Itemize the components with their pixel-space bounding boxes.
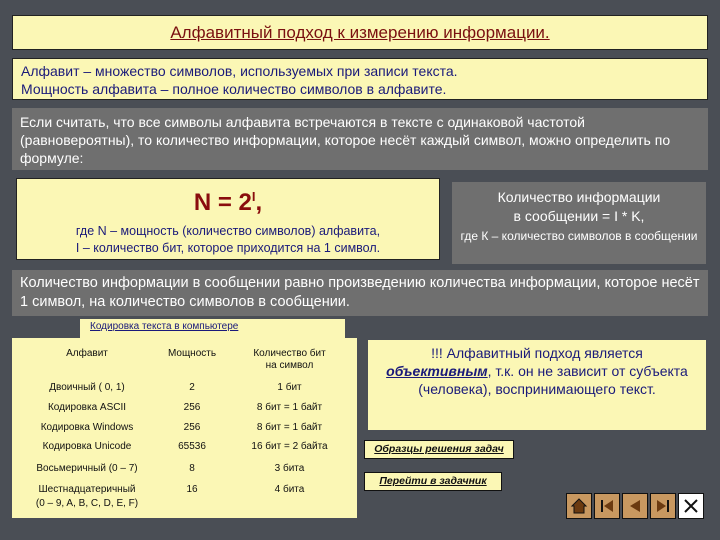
product-panel: Количество информации в сообщении равно произведению количества информации, которое несёт 1 символ, на количество символов в сообщении.: [12, 270, 708, 316]
table-cell: Кодировка Unicode: [42, 441, 132, 452]
formula-text: $N = 2^I$,: [193, 189, 263, 216]
table-cell: Кодировка Windows: [40, 422, 134, 433]
table-cell: 3 бита: [274, 463, 305, 474]
formula-panel: [16, 178, 440, 260]
table-header: Алфавит: [66, 348, 108, 359]
formula-note-2: I – количество бит, которое приходится на 1 символ.: [75, 241, 381, 255]
skip-forward-icon: [654, 497, 672, 515]
table-header: Мощность: [167, 348, 217, 359]
examples-link-button[interactable]: Образцы решения задач: [364, 440, 514, 459]
table-cell: 16: [186, 484, 198, 495]
table-cell: Кодировка ASCII: [47, 402, 127, 413]
equiprobable-panel: Если считать, что все символы алфавита встречаются в тексте с одинаковой частотой (равновероятны), то количество информации, которое несёт каждый символ, можно определить по формуле:: [12, 108, 708, 170]
table-cell: 4 бита: [274, 484, 305, 495]
table-cell: Восьмеричный (0 – 7): [36, 463, 138, 474]
table-header: Количество бит на символ: [253, 348, 326, 371]
table-cell: Двоичный ( 0, 1): [49, 382, 125, 393]
table-cell: 65536: [178, 441, 206, 452]
table-cell: 8: [189, 463, 195, 474]
last-slide-button[interactable]: [650, 493, 676, 519]
table-cell-note: (0 – 9, A, B, C, D, E, F): [35, 498, 139, 509]
first-slide-button[interactable]: [594, 493, 620, 519]
table-cell: 2: [189, 382, 195, 393]
formula-note-1: где N – мощность (количество символов) алфавита,: [75, 224, 381, 238]
table-cell: 8 бит = 1 байт: [256, 422, 323, 433]
prev-slide-button[interactable]: [622, 493, 648, 519]
slide-title: Алфавитный подход к измерению информации.: [12, 15, 708, 50]
table-cell: 16 бит = 2 байта: [251, 441, 328, 452]
table-caption: Кодировка текста в компьютере: [80, 319, 345, 339]
table-cell: 1 бит: [277, 382, 302, 393]
definitions-panel: [12, 58, 708, 100]
info-note: где К – количество символов в сообщении: [460, 229, 698, 243]
close-button[interactable]: [678, 493, 704, 519]
definition-alphabet: Алфавит – множество символов, используемых при записи текста.: [21, 63, 458, 79]
table-cell: 256: [183, 422, 201, 433]
close-icon: [682, 497, 700, 515]
table-cell: 256: [183, 402, 201, 413]
info-title-2: в сообщении = I * K,: [513, 208, 645, 224]
table-cell: 8 бит = 1 байт: [256, 402, 323, 413]
objective-note: !!! Алфавитный подход является объективным, т.к. он не зависит от субъекта (человека), воспринимающего текст.: [368, 340, 706, 430]
skip-back-icon: [598, 497, 616, 515]
home-nav-button[interactable]: [566, 493, 592, 519]
table-cell: Шестнадцатеричный: [38, 484, 136, 495]
encoding-table: [12, 338, 357, 518]
tasks-link-button[interactable]: Перейти в задачник: [364, 472, 502, 491]
home-icon: [570, 497, 588, 515]
message-info-panel: [452, 182, 706, 264]
definition-power: Мощность алфавита – полное количество символов в алфавите.: [21, 81, 447, 97]
info-title-1: Количество информации: [497, 189, 661, 205]
arrow-left-icon: [626, 497, 644, 515]
